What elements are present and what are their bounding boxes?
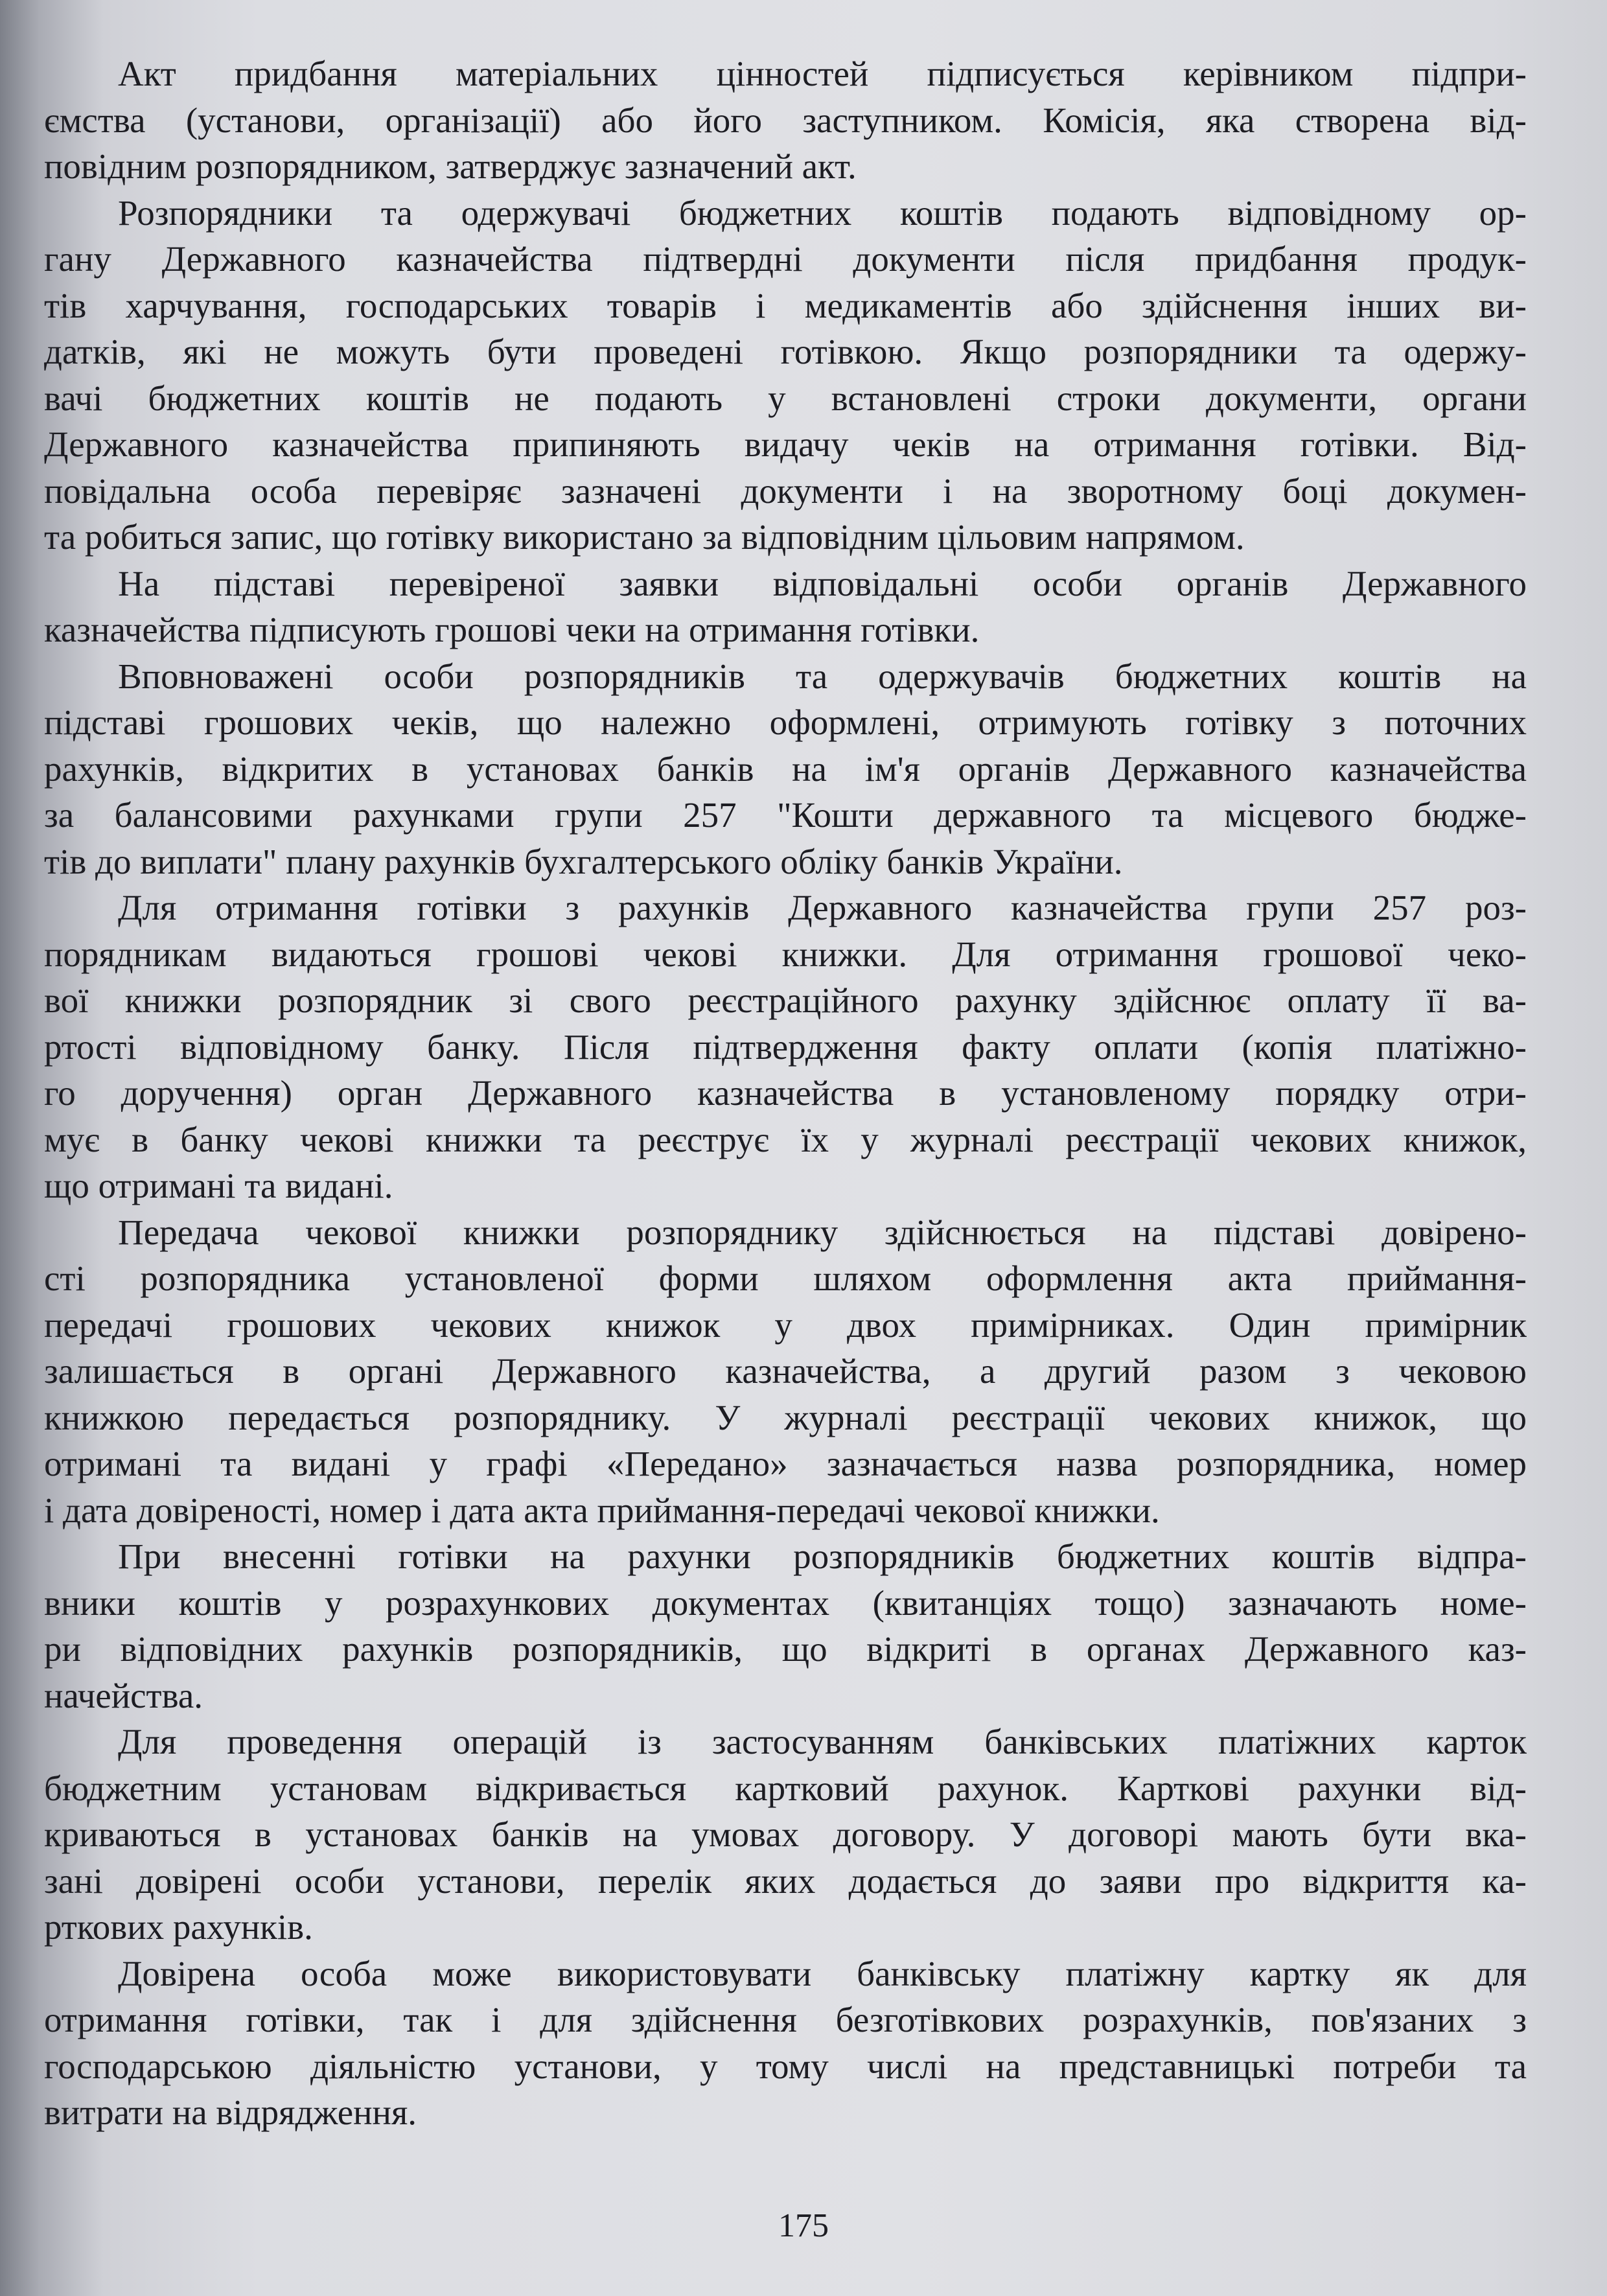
paragraph <box>44 190 1527 561</box>
text-line: На підставі перевіреної заявки відповідальні особи органів Державного <box>118 563 1527 603</box>
text-line: Довірена особа може використовувати банківську платіжну картку як для <box>118 1953 1527 1993</box>
text-line: рткових рахунків. <box>44 1907 313 1947</box>
text-line: господарською діяльністю установи, у тому числі на представницькі потреби та <box>44 2046 1527 2086</box>
text-line: книжкою передається розпоряднику. У журналі реєстрації чекових книжок, що <box>44 1397 1527 1437</box>
text-line: вники коштів у розрахункових документах (квитанціях тощо) зазначають номе- <box>44 1583 1527 1623</box>
text-line: бюджетним установам відкривається картковий рахунок. Карткові рахунки від- <box>44 1768 1527 1808</box>
page-number: 175 <box>778 2207 829 2244</box>
text-line: Державного казначейства припиняють видачу чеків на отримання готівки. Від- <box>44 424 1527 464</box>
text-line: казначейства підписують грошові чеки на отримання готівки. <box>44 610 980 649</box>
paragraph <box>44 51 1527 190</box>
paragraph <box>44 1209 1527 1534</box>
text-line: Для отримання готівки з рахунків Державного казначейства групи 257 роз- <box>118 888 1527 927</box>
text-line: ємства (установи, організації) або його заступником. Комісія, яка створена від- <box>44 100 1527 140</box>
text-line: гану Державного казначейства підтвердні документи після придбання продук- <box>44 239 1527 279</box>
text-line: та робиться запис, що готівку використано за відповідним цільовим напрямом. <box>44 517 1245 557</box>
text-line: передачі грошових чекових книжок у двох примірниках. Один примірник <box>44 1305 1527 1345</box>
text-line: тів харчування, господарських товарів і медикаментів або здійснення інших ви- <box>44 285 1527 325</box>
text-line: Вповноважені особи розпорядників та одержувачів бюджетних коштів на <box>118 656 1527 696</box>
text-line: Для проведення операцій із застосуванням банківських платіжних карток <box>118 1722 1527 1761</box>
text-line: Акт придбання матеріальних цінностей підписується керівником підпри- <box>118 54 1527 93</box>
paragraph <box>44 561 1527 653</box>
text-line: Передача чекової книжки розпоряднику здійснюється на підставі довірено- <box>118 1212 1527 1252</box>
text-line: витрати на відрядження. <box>44 2093 417 2132</box>
paragraph <box>44 653 1527 885</box>
text-line: вої книжки розпорядник зі свого реєстраційного рахунку здійснює оплату її ва- <box>44 980 1527 1020</box>
text-line: го доручення) орган Державного казначейства в установленому порядку отри- <box>44 1073 1527 1113</box>
text-line: ри відповідних рахунків розпорядників, що відкриті в органах Державного каз- <box>44 1629 1527 1669</box>
text-line: тів до виплати" плану рахунків бухгалтерського обліку банків України. <box>44 841 1123 881</box>
text-line: повідальна особа перевіряє зазначені документи і на зворотному боці докумен- <box>44 470 1527 511</box>
text-line: за балансовими рахунками групи 257 "Кошти державного та місцевого бюдже- <box>44 795 1527 835</box>
text-line: зані довірені особи установи, перелік яких додається до заяви про відкриття ка- <box>44 1861 1527 1901</box>
paragraph <box>44 1533 1527 1719</box>
paragraph <box>44 885 1527 1209</box>
page-body <box>44 51 1527 2136</box>
text-line: отримання готівки, так і для здійснення безготівкових розрахунків, пов'язаних з <box>44 2000 1527 2039</box>
text-line: що отримані та видані. <box>44 1166 393 1205</box>
text-line: Розпорядники та одержувачі бюджетних коштів подають відповідному ор- <box>118 192 1527 233</box>
text-line: повідним розпорядником, затверджує зазначений акт. <box>44 146 857 186</box>
text-line: підставі грошових чеків, що належно оформлені, отримують готівку з поточних <box>44 702 1527 742</box>
text-line: вачі бюджетних коштів не подають у встановлені строки документи, органи <box>44 378 1527 418</box>
text-line: отримані та видані у графі «Передано» зазначається назва розпорядника, номер <box>44 1444 1527 1483</box>
text-line: залишається в органі Державного казначейства, а другий разом з чековою <box>44 1351 1527 1391</box>
text-line: ртості відповідному банку. Після підтвердження факту оплати (копія платіжно- <box>44 1026 1527 1067</box>
text-line: рахунків, відкритих в установах банків на ім'я органів Державного казначейства <box>44 748 1527 789</box>
text-line: мує в банку чекові книжки та реєструє їх у журналі реєстрації чекових книжок, <box>44 1119 1527 1159</box>
text-line: і дата довіреності, номер і дата акта приймання-передачі чекової книжки. <box>44 1490 1160 1530</box>
text-line: начейства. <box>44 1675 203 1715</box>
text-line: датків, які не можуть бути проведені готівкою. Якщо розпорядники та одержу- <box>44 332 1527 371</box>
text-line: порядникам видаються грошові чекові книжки. Для отримання грошової чеко- <box>44 934 1527 974</box>
text-line: сті розпорядника установленої форми шляхом оформлення акта приймання- <box>44 1258 1527 1298</box>
paragraph <box>44 1951 1527 2136</box>
text-line: криваються в установах банків на умовах договору. У договорі мають бути вка- <box>44 1815 1527 1854</box>
paragraph <box>44 1719 1527 1951</box>
text-line: При внесенні готівки на рахунки розпорядників бюджетних коштів відпра- <box>118 1536 1527 1576</box>
